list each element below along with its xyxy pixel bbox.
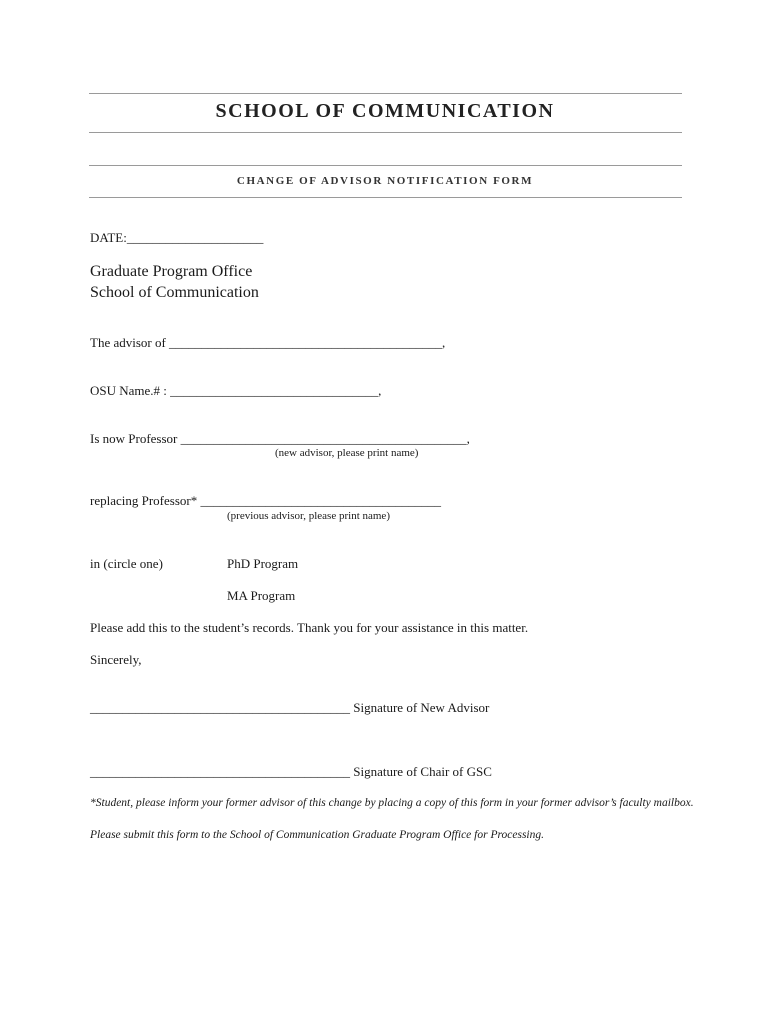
page-title: SCHOOL OF COMMUNICATION <box>215 100 555 122</box>
student-note: *Student, please inform your former advisor of this change by placing a copy of this form in your former advisor’s faculty mailbox. <box>90 797 694 809</box>
new-professor-hint: (new advisor, please print name) <box>275 447 419 459</box>
option-ma-program[interactable]: MA Program <box>227 588 296 603</box>
submit-note: Please submit this form to the School of Communication Graduate Program Office for Processing. <box>90 829 545 841</box>
replacing-professor-hint: (previous advisor, please print name) <box>227 510 390 522</box>
rule-top <box>89 93 682 94</box>
request-text: Please add this to the student’s records. Thank you for your assistance in this matter. <box>90 620 529 635</box>
date-field[interactable]: DATE:_____________________ <box>90 230 264 245</box>
rule-below-title <box>89 132 682 133</box>
osu-name-field[interactable]: OSU Name.# : ________________________________, <box>90 383 382 398</box>
option-phd-program[interactable]: PhD Program <box>227 556 299 571</box>
recipient-line-2: School of Communication <box>90 284 259 301</box>
rule-above-subtitle <box>89 165 682 166</box>
circle-one-label: in (circle one) <box>90 556 163 571</box>
signature-chair-gsc[interactable]: ________________________________________ Signature of Chair of GSC <box>90 764 492 779</box>
form-subtitle: CHANGE OF ADVISOR NOTIFICATION FORM <box>236 175 534 187</box>
rule-below-subtitle <box>89 197 682 198</box>
recipient-line-1: Graduate Program Office <box>90 263 253 280</box>
advisor-of-field[interactable]: The advisor of __________________________________________, <box>90 335 446 350</box>
signature-new-advisor[interactable]: ________________________________________ Signature of New Advisor <box>90 700 490 715</box>
new-professor-field[interactable]: Is now Professor ____________________________________________, <box>90 431 470 446</box>
closing-text: Sincerely, <box>90 652 142 667</box>
replacing-professor-field[interactable]: replacing Professor* _____________________________________ <box>90 493 441 508</box>
